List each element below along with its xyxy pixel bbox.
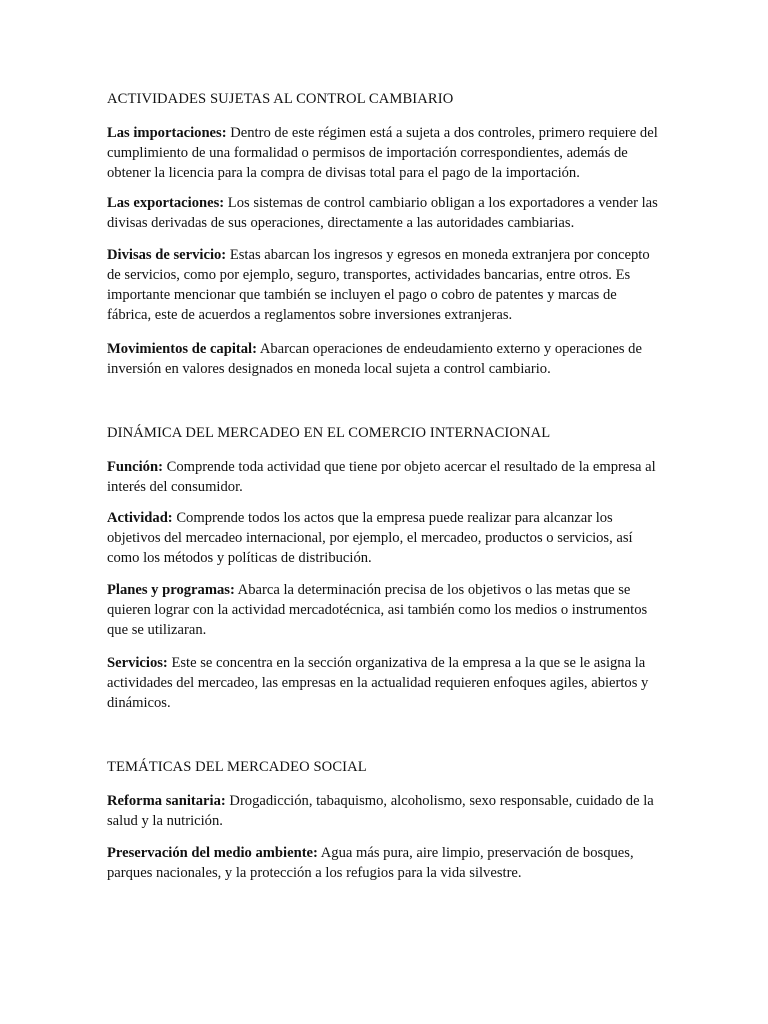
term-label: Actividad: <box>107 510 173 526</box>
paragraph-divisas-servicio <box>107 245 663 325</box>
paragraph-servicios <box>107 653 663 713</box>
term-description: Los sistemas de control cambiario obligan a los exportadores a vender las divisas derivadas de sus operaciones, directamente a las autoridades cambiarias. <box>107 195 658 231</box>
section-mercadeo-social <box>107 757 663 777</box>
term-description: Estas abarcan los ingresos y egresos en moneda extranjera por concepto de servicios, como por ejemplo, seguro, transportes, actividades bancarias, entre otros. Es importante mencionar que también se incluyen el pago o cobro de patentes y marcas de fábrica, este de acuerdos a reglamentos sobre inversiones extranjeras. <box>107 247 650 323</box>
section-heading: TEMÁTICAS DEL MERCADEO SOCIAL <box>107 759 367 775</box>
term-label: Divisas de servicio: <box>107 247 227 263</box>
section-dinamica-mercadeo <box>107 423 663 443</box>
term-description: Abarcan operaciones de endeudamiento externo y operaciones de inversión en valores designados en moneda local sujeta a control cambiario. <box>107 341 642 377</box>
term-label: Las exportaciones: <box>107 195 225 211</box>
term-label: Las importaciones: <box>107 125 227 141</box>
paragraph-medio-ambiente <box>107 843 663 883</box>
section-heading: ACTIVIDADES SUJETAS AL CONTROL CAMBIARIO <box>107 91 454 107</box>
term-description: Drogadicción, tabaquismo, alcoholismo, sexo responsable, cuidado de la salud y la nutrición. <box>107 793 654 829</box>
term-label: Servicios: <box>107 655 168 671</box>
term-label: Planes y programas: <box>107 582 235 598</box>
paragraph-exportaciones <box>107 193 663 233</box>
term-label: Reforma sanitaria: <box>107 793 226 809</box>
paragraph-funcion <box>107 457 663 497</box>
paragraph-planes-programas <box>107 580 663 640</box>
section-control-cambiario <box>107 89 663 109</box>
term-description: Comprende toda actividad que tiene por objeto acercar el resultado de la empresa al interés del consumidor. <box>107 459 656 495</box>
paragraph-importaciones <box>107 123 663 183</box>
section-heading: DINÁMICA DEL MERCADEO EN EL COMERCIO INTERNACIONAL <box>107 425 551 441</box>
paragraph-actividad <box>107 508 663 568</box>
term-description: Este se concentra en la sección organizativa de la empresa a la que se le asigna la actividades del mercadeo, las empresas en la actualidad requieren enfoques agiles, abiertos y dinámicos. <box>107 655 649 711</box>
term-label: Función: <box>107 459 163 475</box>
paragraph-reforma-sanitaria <box>107 791 663 831</box>
paragraph-movimientos-capital <box>107 339 663 379</box>
term-description: Dentro de este régimen está a sujeta a dos controles, primero requiere del cumplimiento de una formalidad o permisos de importación correspondientes, además de obtener la licencia para la compra de divisas total para el pago de la importación. <box>107 125 658 181</box>
term-label: Movimientos de capital: <box>107 341 257 357</box>
term-description: Abarca la determinación precisa de los objetivos o las metas que se quieren lograr con la actividad mercadotécnica, asi también como los medios o instrumentos que se utilizaran. <box>107 582 648 638</box>
term-description: Agua más pura, aire limpio, preservación de bosques, parques nacionales, y la protección a los refugios para la vida silvestre. <box>107 845 634 881</box>
term-label: Preservación del medio ambiente: <box>107 845 318 861</box>
term-description: Comprende todos los actos que la empresa puede realizar para alcanzar los objetivos del mercadeo internacional, por ejemplo, el mercadeo, productos o servicios, así como los métodos y políticas de distribución. <box>107 510 633 566</box>
